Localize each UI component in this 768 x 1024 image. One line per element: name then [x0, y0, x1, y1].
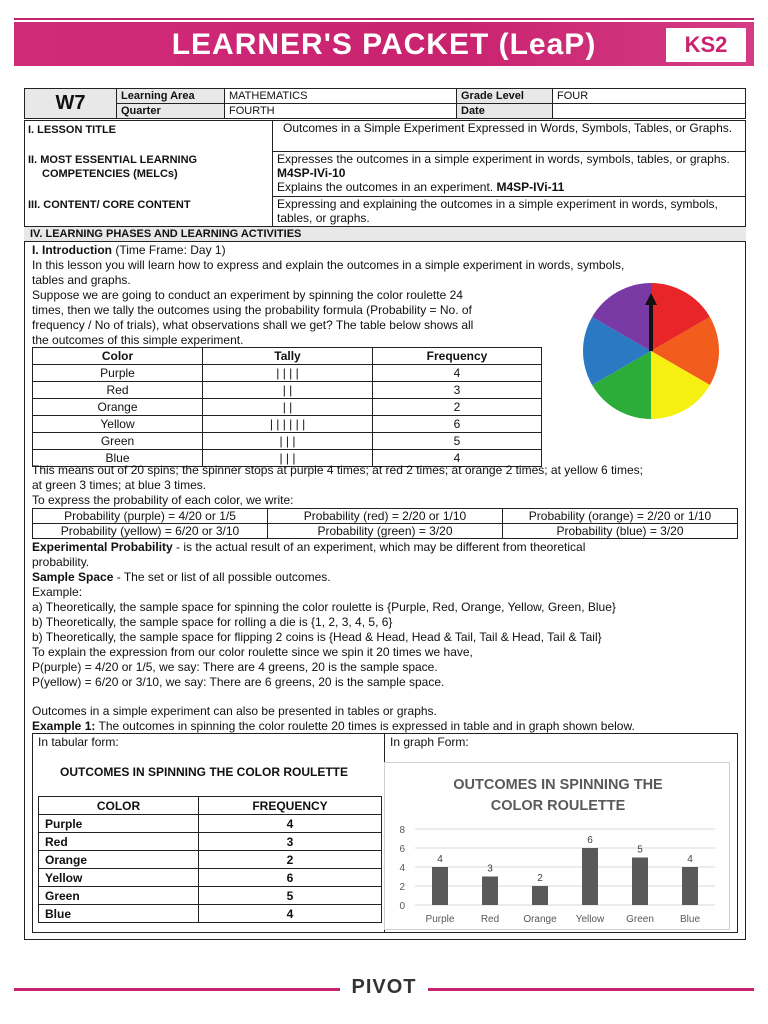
sample-space-term: Sample Space — [32, 570, 114, 584]
prob-yellow: Probability (yellow) = 6/20 or 3/10 — [33, 524, 268, 539]
x-tick-label: Yellow — [575, 914, 605, 925]
prob-purple: Probability (purple) = 4/20 or 1/5 — [33, 509, 268, 524]
lesson-title: Outcomes in a Simple Experiment Expressed in Words, Symbols, Tables, or Graphs. — [272, 120, 746, 151]
date-value — [553, 104, 746, 119]
tally-marks: | | — [203, 382, 373, 399]
intro-p2a: Suppose we are going to conduct an experiment by spinning the color roulette 24 — [32, 288, 463, 302]
p-yellow: P(yellow) = 6/20 or 3/10, we say: There are 6 greens, 20 is the sample space. — [32, 675, 445, 689]
melc-2: Explains the outcomes in an experiment. — [277, 180, 494, 194]
exp-prob-term: Experimental Probability — [32, 540, 173, 554]
table-row — [33, 416, 542, 433]
sample-space-def: - The set or list of all possible outcomes. — [113, 570, 331, 584]
freq-value: 2 — [199, 851, 382, 869]
explain-line-3: To express the probability of each color, we write: — [32, 493, 294, 507]
intro-timeframe: (Time Frame: Day 1) — [115, 243, 226, 257]
color-roulette-spinner — [576, 280, 726, 422]
tally-marks: | | | — [203, 450, 373, 467]
bar — [632, 858, 648, 906]
melc-1: Expresses the outcomes in a simple experiment in words, symbols, tables, or graphs. — [277, 152, 730, 166]
example-a: a) Theoretically, the sample space for spinning the color roulette is {Purple, Red, Orange, Yellow, Green, Blue} — [32, 600, 616, 614]
bar — [532, 886, 548, 905]
y-tick-label: 4 — [399, 863, 405, 874]
table-row — [33, 433, 542, 450]
chart-container — [384, 762, 730, 930]
freq-value: 3 — [199, 833, 382, 851]
content-text: Expressing and explaining the outcomes in a simple experiment in words, symbols, tables, or graphs. — [272, 196, 746, 226]
example-label: Example: — [32, 585, 83, 599]
data-label: 4 — [437, 854, 443, 865]
sample-space-line — [32, 570, 331, 585]
freq-header-color: COLOR — [39, 797, 199, 815]
bar-chart — [385, 763, 731, 931]
freq-color: Green — [39, 887, 199, 905]
tally-color: Yellow — [33, 416, 203, 433]
intro-heading-line — [32, 243, 226, 258]
intro-p2c: frequency / No of trials), what observations shall we get? The table below shows all — [32, 318, 474, 332]
frequency-table — [38, 796, 382, 923]
y-tick-label: 0 — [399, 901, 405, 912]
data-label: 6 — [587, 835, 593, 846]
tally-header-tally: Tally — [203, 348, 373, 365]
learning-area-label: Learning Area — [117, 89, 225, 104]
tally-frequency: 5 — [373, 433, 542, 450]
table-row — [39, 815, 382, 833]
chart-title-line-1: OUTCOMES IN SPINNING THE — [453, 777, 663, 793]
melc-1-code: M4SP-IVi-10 — [277, 166, 346, 180]
tally-color: Purple — [33, 365, 203, 382]
y-tick-label: 2 — [399, 882, 405, 893]
freq-value: 6 — [199, 869, 382, 887]
x-tick-label: Red — [480, 914, 500, 925]
example-b: b) Theoretically, the sample space for rolling a die is {1, 2, 3, 4, 5, 6} — [32, 615, 393, 629]
quarter-value: FOURTH — [225, 104, 457, 119]
x-tick-label: Blue — [679, 914, 701, 925]
tabular-label: In tabular form: — [38, 735, 119, 749]
tally-color: Green — [33, 433, 203, 450]
tally-color: Blue — [33, 450, 203, 467]
table-row — [39, 887, 382, 905]
example-c: b) Theoretically, the sample space for flipping 2 coins is {Head & Head, Head & Tail, Tail & Head, Tail & Tail} — [32, 630, 602, 644]
table-row — [33, 382, 542, 399]
example-1-label: Example 1: — [32, 719, 96, 733]
bar — [682, 867, 698, 905]
exp-prob-line — [32, 540, 585, 555]
freq-color: Orange — [39, 851, 199, 869]
table-row — [39, 833, 382, 851]
tally-marks: | | — [203, 399, 373, 416]
exp-prob-def: - is the actual result of an experiment, which may be different from theoretical — [172, 540, 586, 554]
tally-marks: | | | | | | — [203, 416, 373, 433]
frequency-table-title: OUTCOMES IN SPINNING THE COLOR ROULETTE — [60, 765, 349, 779]
intro-p1b: tables and graphs. — [32, 273, 131, 287]
tally-frequency: 4 — [373, 450, 542, 467]
table-row — [39, 905, 382, 923]
data-label: 5 — [637, 844, 643, 856]
explain-line-2: at green 3 times; at blue 3 times. — [32, 478, 207, 492]
intro-p2b: times, then we tally the outcomes using the probability formula (Probability = No. of — [32, 303, 472, 317]
tally-marks: | | | | — [203, 365, 373, 382]
y-tick-label: 8 — [399, 825, 405, 836]
intro-p2d: the outcomes of this simple experiment. — [32, 333, 244, 347]
data-label: 2 — [537, 873, 543, 884]
prob-orange: Probability (orange) = 2/20 or 1/10 — [503, 509, 738, 524]
lesson-title-label: I. LESSON TITLE — [28, 124, 117, 136]
probability-table — [32, 508, 738, 539]
melc-cell — [272, 151, 746, 196]
example-1-text: The outcomes in spinning the color roulette 20 times is expressed in table and in graph shown below. — [95, 719, 635, 733]
freq-value: 4 — [199, 905, 382, 923]
melc-label-2: COMPETENCIES (MELCs) — [42, 168, 178, 180]
pivot-logo: PIVOT — [340, 976, 428, 1002]
table-row — [39, 851, 382, 869]
freq-color: Red — [39, 833, 199, 851]
grade-level-value: FOUR — [553, 89, 746, 104]
ks2-badge: KS2 — [666, 28, 746, 62]
intro-p1a: In this lesson you will learn how to express and explain the outcomes in a simple experiment in words, symbols, — [32, 258, 625, 272]
melc-label-1: II. MOST ESSENTIAL LEARNING — [28, 154, 198, 166]
freq-color: Yellow — [39, 869, 199, 887]
banner-title: LEARNER'S PACKET (LeaP) — [171, 28, 597, 61]
tally-frequency: 4 — [373, 365, 542, 382]
date-label: Date — [457, 104, 553, 119]
tables-graphs-text: Outcomes in a simple experiment can also be presented in tables or graphs. — [32, 704, 437, 718]
table-row — [39, 869, 382, 887]
prob-green: Probability (green) = 3/20 — [268, 524, 503, 539]
tally-color: Orange — [33, 399, 203, 416]
freq-value: 4 — [199, 815, 382, 833]
melc-2-code: M4SP-IVi-11 — [496, 180, 565, 194]
bar — [482, 877, 498, 906]
freq-header-frequency: FREQUENCY — [199, 797, 382, 815]
table-row — [33, 524, 738, 539]
tally-color: Red — [33, 382, 203, 399]
prob-red: Probability (red) = 2/20 or 1/10 — [268, 509, 503, 524]
graph-label: In graph Form: — [390, 735, 469, 749]
freq-value: 5 — [199, 887, 382, 905]
banner-stripe — [14, 18, 754, 20]
tally-table — [32, 347, 542, 467]
content-label: III. CONTENT/ CORE CONTENT — [28, 199, 191, 211]
phases-label: IV. LEARNING PHASES AND LEARNING ACTIVITIES — [24, 226, 746, 242]
bar — [582, 848, 598, 905]
explain-line-1: This means out of 20 spins; the spinner stops at purple 4 times; at red 2 times; at orange 2 times; at yellow 6 times; — [32, 463, 643, 477]
chart-title-line-2: COLOR ROULETTE — [490, 798, 626, 814]
tally-header-color: Color — [33, 348, 203, 365]
tally-marks: | | | — [203, 433, 373, 450]
table-row — [33, 509, 738, 524]
banner — [14, 18, 754, 68]
x-tick-label: Orange — [523, 914, 557, 925]
prob-blue: Probability (blue) = 3/20 — [503, 524, 738, 539]
learning-area-value: MATHEMATICS — [225, 89, 457, 104]
table-row — [33, 399, 542, 416]
week-label: W7 — [25, 89, 117, 119]
tally-header-frequency: Frequency — [373, 348, 542, 365]
x-tick-label: Green — [626, 914, 654, 925]
freq-color: Purple — [39, 815, 199, 833]
freq-color: Blue — [39, 905, 199, 923]
bar — [432, 867, 448, 905]
tally-frequency: 3 — [373, 382, 542, 399]
intro-heading: I. Introduction — [32, 243, 112, 257]
exp-prob-def-2: probability. — [32, 555, 90, 569]
tally-frequency: 6 — [373, 416, 542, 433]
quarter-label: Quarter — [117, 104, 225, 119]
table-row — [33, 365, 542, 382]
data-label: 3 — [487, 863, 493, 875]
y-tick-label: 6 — [399, 844, 405, 855]
grade-level-label: Grade Level — [457, 89, 553, 104]
header-table — [24, 88, 746, 119]
p-purple: P(purple) = 4/20 or 1/5, we say: There are 4 greens, 20 is the sample space. — [32, 660, 438, 674]
tally-frequency: 2 — [373, 399, 542, 416]
explain-expression: To explain the expression from our color roulette since we spin it 20 times we have, — [32, 645, 473, 659]
x-tick-label: Purple — [425, 914, 455, 925]
example-1-line — [32, 719, 635, 734]
data-label: 4 — [687, 854, 693, 865]
